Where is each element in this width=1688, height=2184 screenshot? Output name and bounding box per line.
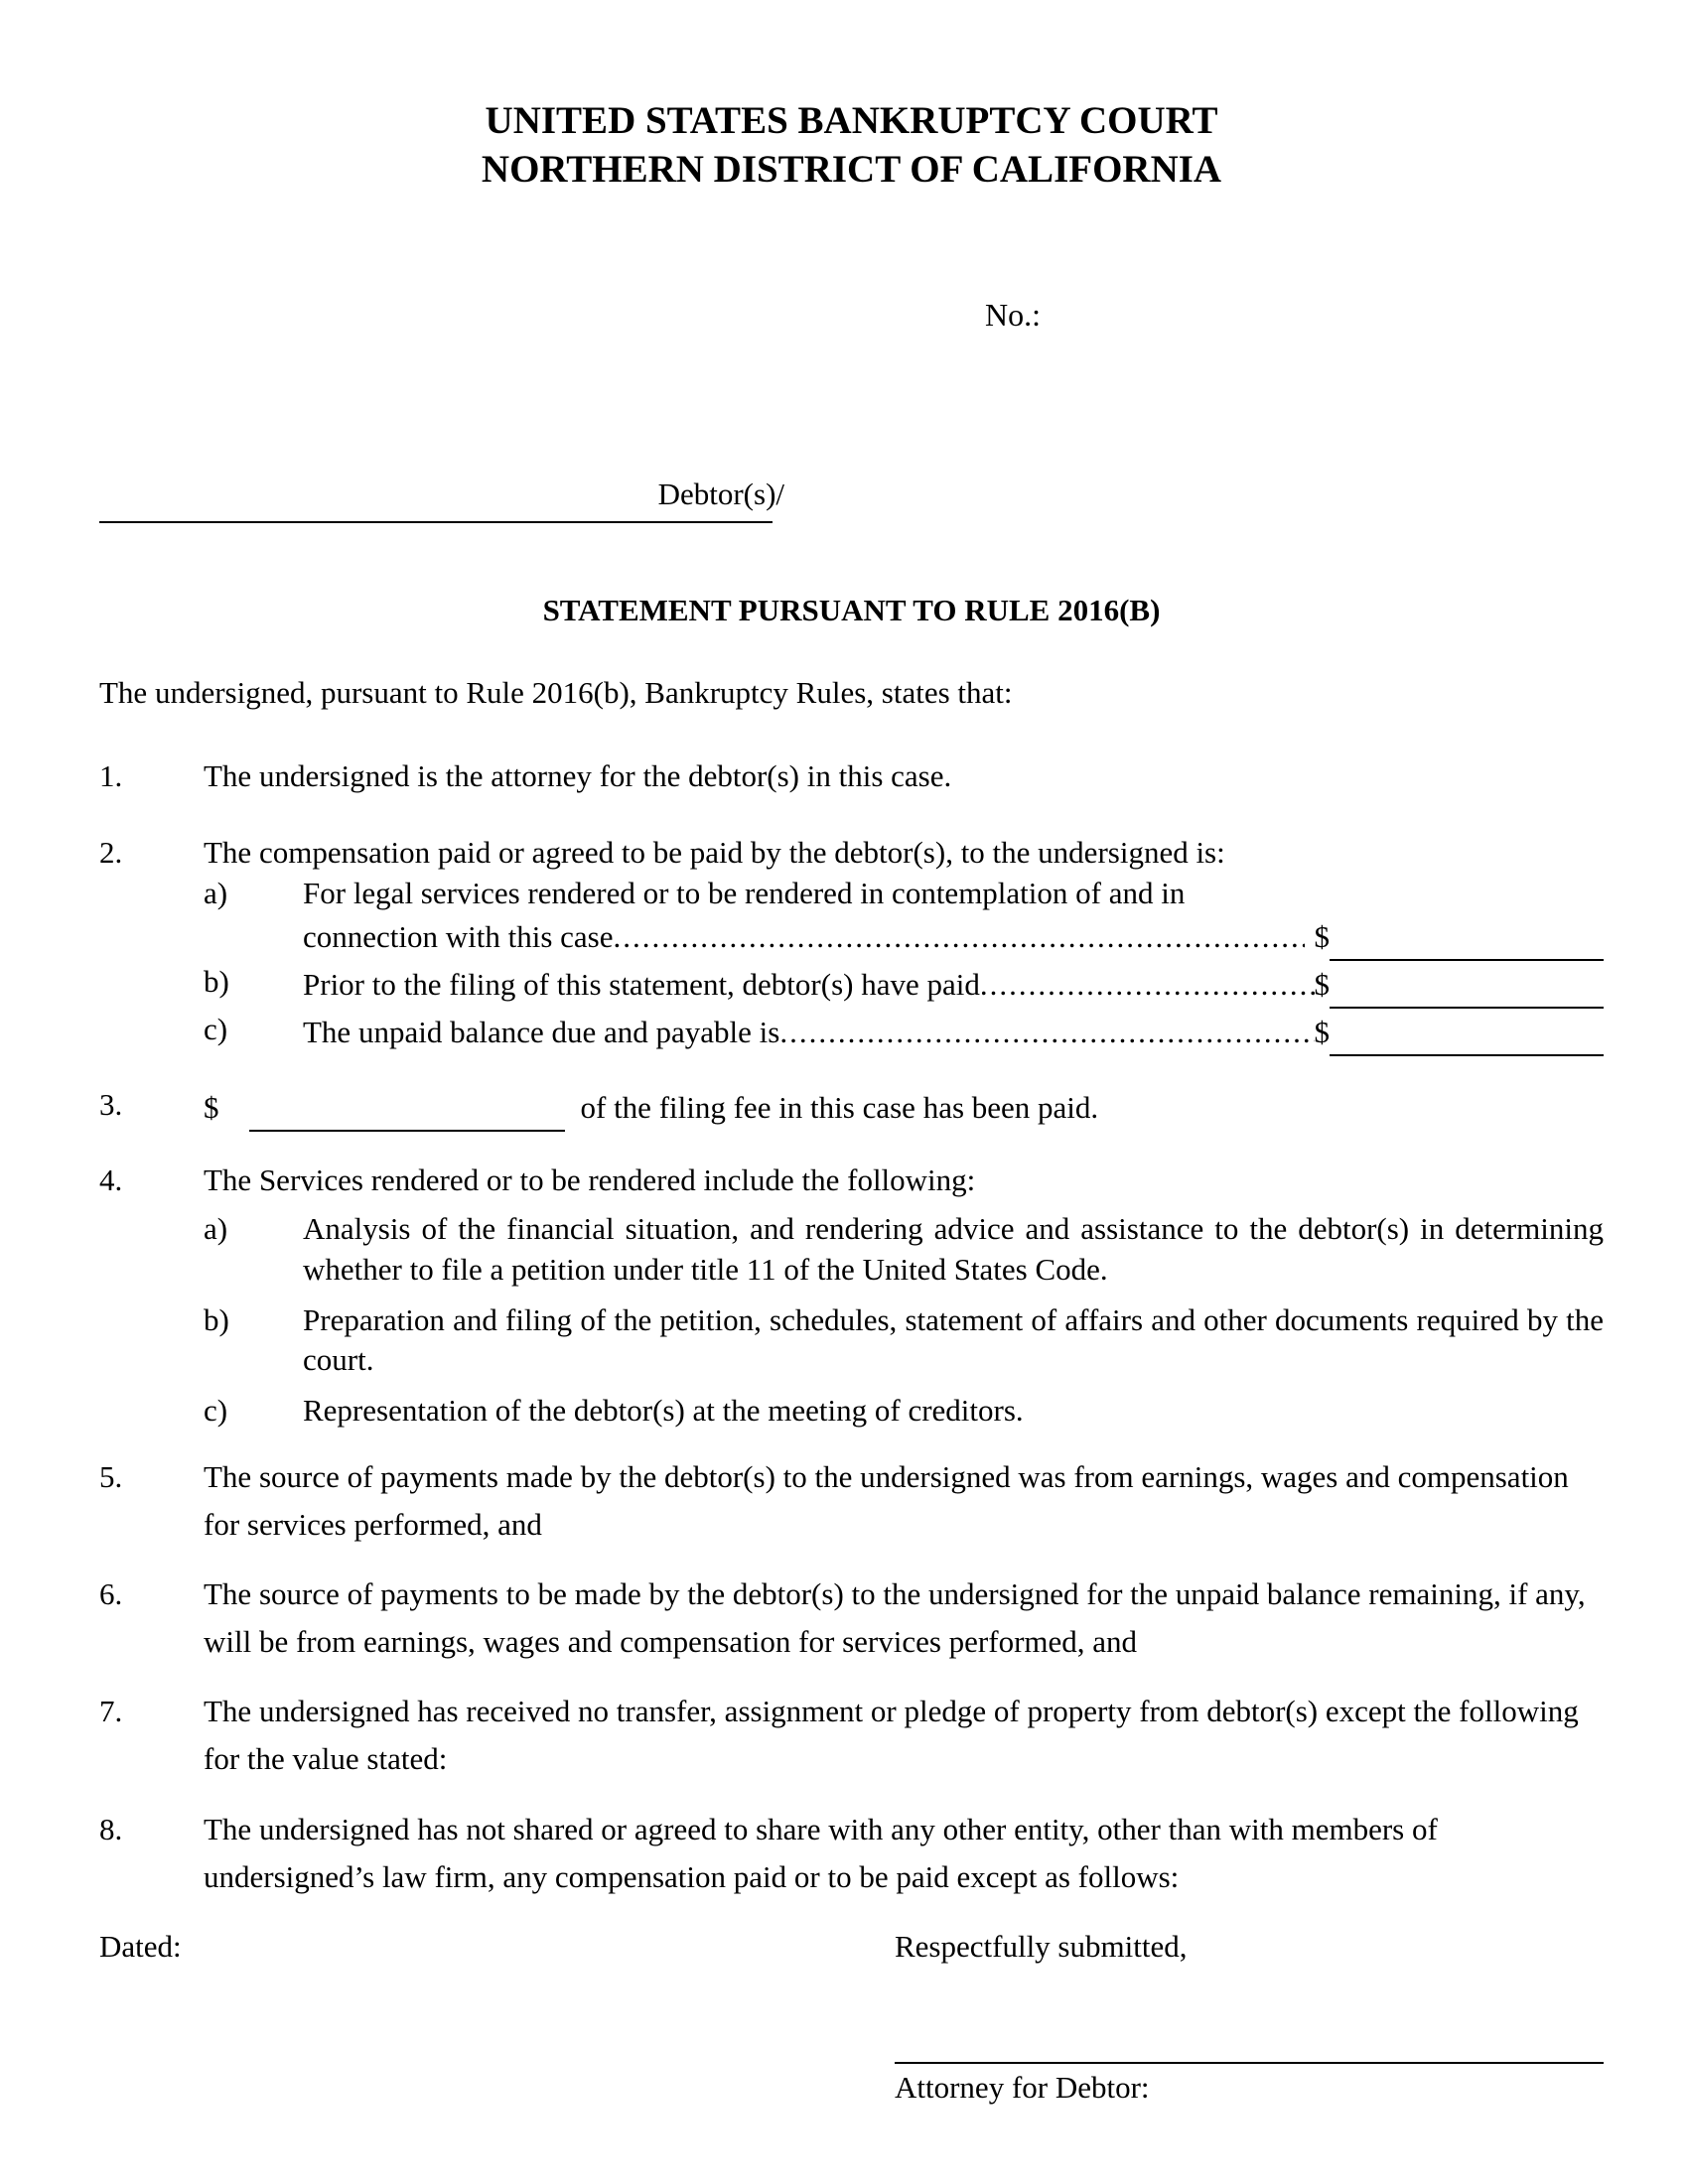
attorney-signature-line [895, 2062, 1604, 2064]
item-number: 3. [99, 1086, 123, 1122]
item-1 [99, 756, 1604, 797]
item-2 [99, 833, 1604, 1053]
item-3 [99, 1085, 1604, 1129]
item-8 [99, 1806, 1604, 1901]
debtor-name-line [99, 515, 773, 523]
statement-title: STATEMENT PURSUANT TO RULE 2016(B) [542, 592, 1161, 627]
dot-leader [779, 1013, 1314, 1053]
item-4c [204, 1391, 1604, 1432]
attorney-for-debtor-label: Attorney for Debtor: [895, 2069, 1150, 2105]
item-number: 5. [99, 1459, 123, 1495]
item-2b [204, 962, 1604, 1006]
item-text: of the filing fee in this case has been paid. [580, 1089, 1099, 1125]
dated-label: Dated: [99, 1928, 182, 1964]
district-name: NORTHERN DISTRICT OF CALIFORNIA [481, 147, 1222, 191]
item-text: The undersigned has received no transfer, assignment or pledge of property from debtor(s) except the following for the value stated: [204, 1694, 1579, 1777]
sub-item-text: Preparation and filing of the petition, schedules, statement of affairs and other documents required by the court. [303, 1301, 1604, 1378]
item-4a [204, 1209, 1604, 1291]
amount-blank-c [1330, 1024, 1604, 1056]
item-2c [204, 1010, 1604, 1053]
dollar-sign: $ [1314, 919, 1330, 955]
dollar-sign: $ [1314, 1014, 1330, 1049]
sub-item-text: Representation of the debtor(s) at the meeting of creditors. [303, 1393, 1024, 1429]
case-number-row [99, 294, 1604, 336]
footer [99, 1927, 1604, 2109]
amount-blank-a [1330, 928, 1604, 961]
amount-blank-b [1330, 976, 1604, 1009]
fee-line-a [303, 914, 1604, 958]
item-number: 8. [99, 1811, 123, 1846]
item-4b [204, 1300, 1604, 1382]
item-7 [99, 1688, 1604, 1783]
sub-item-text: connection with this case [303, 919, 614, 955]
item-number: 4. [99, 1161, 123, 1197]
sub-item-text: The unpaid balance due and payable is [303, 1014, 780, 1049]
signature-block [895, 1927, 1604, 2109]
dot-leader [980, 965, 1315, 1006]
sub-item-text: Analysis of the financial situation, and rendering advice and assistance to the debtor(s) in determining whether to file a petition under title 11 of the United States Code. [303, 1210, 1604, 1287]
intro-paragraph: The undersigned, pursuant to Rule 2016(b), Bankruptcy Rules, states that: [99, 674, 1013, 710]
item-6 [99, 1570, 1604, 1666]
item-number: 2. [99, 835, 123, 871]
court-name: UNITED STATES BANKRUPTCY COURT [485, 99, 1218, 142]
sub-item-text: Prior to the filing of this statement, debtor(s) have paid [303, 967, 980, 1003]
dollar-sign: $ [204, 1089, 219, 1125]
item-number: 6. [99, 1576, 123, 1612]
fee-line-c [303, 1010, 1604, 1053]
submitted-label: Respectfully submitted, [895, 1928, 1188, 1964]
sub-item-label: c) [204, 1393, 228, 1429]
dollar-sign: $ [1314, 967, 1330, 1003]
dot-leader [614, 917, 1305, 958]
sub-item-text: For legal services rendered or to be rendered in contemplation of and in [303, 876, 1186, 911]
sub-item-label: b) [204, 964, 229, 1000]
sub-item-label: a) [204, 876, 228, 911]
court-header [99, 97, 1604, 195]
item-text: The undersigned has not shared or agreed to share with any other entity, other than with members of undersigned’s law firm, any compensation paid or to be paid except as follows: [204, 1811, 1438, 1894]
debtor-caption [99, 475, 784, 523]
filing-fee-line [204, 1085, 1604, 1129]
item-text: The compensation paid or agreed to be paid by the debtor(s), to the undersigned is: [204, 835, 1225, 871]
sub-item-label: c) [204, 1011, 228, 1046]
sub-item-label: a) [204, 1210, 228, 1246]
item-number: 1. [99, 758, 123, 794]
sub-item-label: b) [204, 1301, 229, 1337]
filing-fee-blank [249, 1099, 565, 1132]
item-text: The source of payments made by the debtor(s) to the undersigned was from earnings, wages and compensation for services performed, and [204, 1459, 1569, 1543]
item-number: 7. [99, 1694, 123, 1729]
debtor-label: Debtor(s)/ [657, 476, 784, 511]
item-4 [99, 1160, 1604, 1432]
item-2a [204, 874, 1604, 958]
item-text: The source of payments to be made by the debtor(s) to the undersigned for the unpaid balance remaining, if any, will be from earnings, wages and compensation for services performed, and [204, 1576, 1586, 1660]
item-text: The undersigned is the attorney for the debtor(s) in this case. [204, 758, 952, 794]
item-text: The Services rendered or to be rendered include the following: [204, 1161, 976, 1197]
fee-line-b [303, 962, 1604, 1006]
case-number-label: No.: [985, 296, 1041, 333]
item-5 [99, 1453, 1604, 1549]
